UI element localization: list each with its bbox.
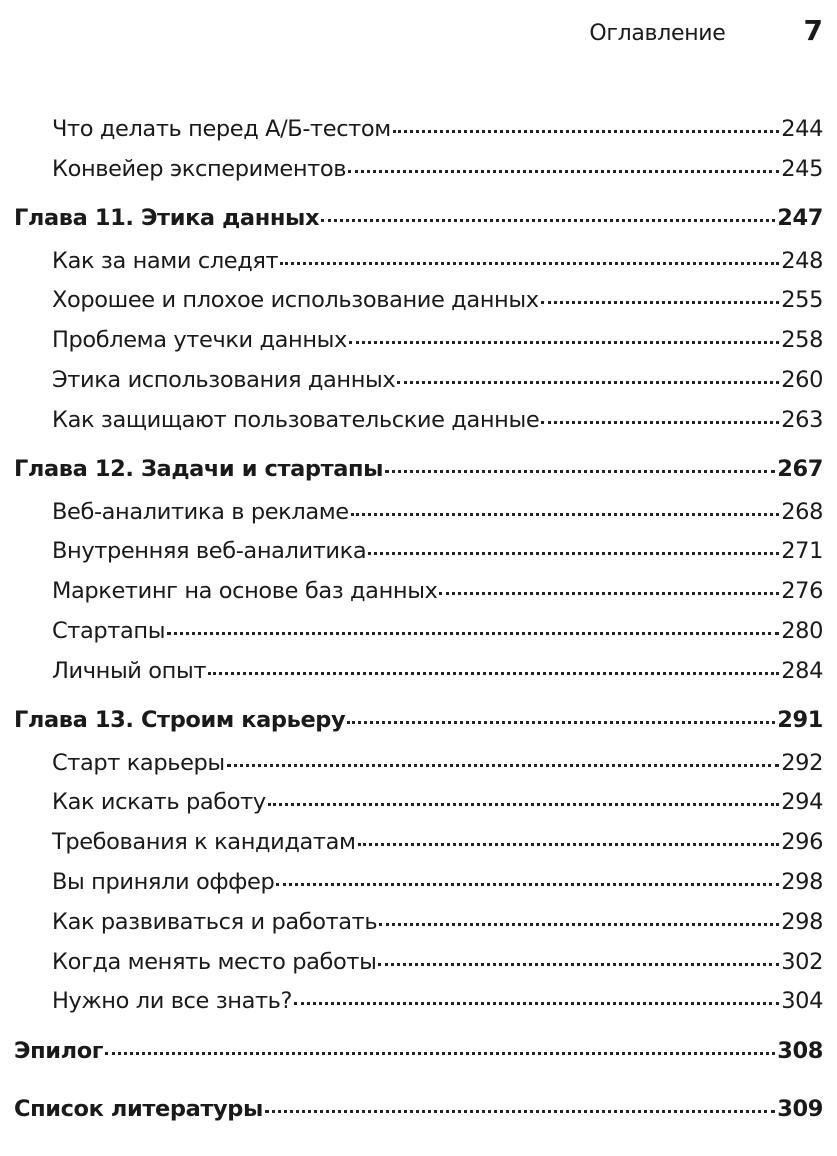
toc-section-entry (14, 242, 823, 282)
dot-leader (351, 513, 780, 516)
toc-standalone-entry (14, 1022, 823, 1080)
toc-entry-title: Требования к кандидатам (52, 829, 356, 856)
toc-entry-title: Внутренняя веб-аналитика (52, 538, 367, 565)
toc-entry-page: 255 (781, 287, 823, 314)
toc-section-entry (14, 110, 823, 150)
toc-entry-page: 276 (781, 578, 823, 605)
toc-entry-title: Когда менять место работы (52, 948, 377, 975)
toc-chapter-entry (14, 445, 823, 493)
toc-entry-title: Старт карьеры (52, 749, 225, 776)
toc-section-entry (14, 783, 823, 823)
toc-standalone-entry (14, 1080, 823, 1138)
dot-leader (265, 1110, 775, 1113)
dot-leader (541, 301, 780, 304)
toc-entry-page: 309 (777, 1096, 823, 1123)
dot-leader (378, 963, 779, 966)
toc-entry-page: 298 (781, 868, 823, 895)
toc-entry-page: 271 (781, 538, 823, 565)
toc-entry-title: Глава 12. Задачи и стартапы (14, 455, 384, 482)
toc-section-entry (14, 150, 823, 190)
toc-chapter-entry (14, 696, 823, 744)
toc-section-entry (14, 493, 823, 533)
toc-entry-page: 244 (781, 116, 823, 142)
toc-entry-page: 291 (777, 706, 823, 733)
toc-entry-page: 248 (781, 247, 823, 274)
toc-entry-page: 280 (781, 617, 823, 644)
toc-entry-page: 298 (781, 908, 823, 935)
dot-leader (393, 130, 779, 133)
toc-section-entry (14, 572, 823, 612)
toc-section-entry (14, 532, 823, 572)
dot-leader (208, 672, 779, 675)
toc-entry-title: Личный опыт (52, 657, 207, 684)
toc-section-entry (14, 943, 823, 983)
toc-entry-page: 284 (781, 657, 823, 684)
dot-leader (348, 170, 779, 173)
toc-entry-page: 263 (781, 406, 823, 433)
toc-entry-title: Стартапы (52, 617, 166, 644)
dot-leader (280, 262, 779, 265)
page-number: 7 (803, 14, 823, 47)
toc-entry-page: 296 (781, 829, 823, 856)
toc-entry-title: Как за нами следят (52, 247, 279, 274)
toc-entry-title: Этика использования данных (52, 366, 396, 393)
dot-leader (379, 923, 779, 926)
dot-leader (268, 803, 780, 806)
dot-leader (385, 470, 775, 473)
dot-leader (105, 1052, 775, 1055)
toc-entry-title: Как искать работу (52, 789, 266, 816)
dot-leader (368, 552, 779, 555)
dot-leader (397, 381, 779, 384)
toc-entry-title: Список литературы (14, 1096, 263, 1123)
dot-leader (167, 632, 779, 635)
toc-entry-title: Глава 13. Строим карьеру (14, 706, 346, 733)
toc-entry-title: Как развиваться и работать (52, 908, 378, 935)
toc-section-entry (14, 401, 823, 441)
toc-section-entry (14, 321, 823, 361)
toc-section-entry (14, 612, 823, 652)
dot-leader (276, 883, 779, 886)
running-header-title: Оглавление (589, 21, 726, 46)
toc-entry-page: 292 (781, 749, 823, 776)
dot-leader (541, 421, 779, 424)
dot-leader (227, 764, 779, 767)
toc-entry-title: Хорошее и плохое использование данных (52, 287, 539, 314)
toc-entry-page: 245 (781, 155, 823, 182)
dot-leader (439, 592, 779, 595)
toc-section-entry (14, 982, 823, 1022)
toc-entry-title: Нужно ли все знать? (52, 988, 293, 1015)
toc-entry-title: Веб-аналитика в рекламе (52, 498, 349, 525)
toc-entry-title: Что делать перед А/Б-тестом (52, 116, 391, 142)
toc-entry-page: 267 (777, 455, 823, 482)
toc-entry-page: 304 (781, 988, 823, 1015)
table-of-contents (14, 110, 823, 1138)
toc-section-entry (14, 903, 823, 943)
toc-entry-page: 308 (777, 1038, 823, 1065)
dot-leader (358, 843, 780, 846)
toc-chapter-entry (14, 194, 823, 242)
dot-leader (347, 721, 775, 724)
toc-entry-page: 302 (781, 948, 823, 975)
toc-section-entry (14, 744, 823, 784)
toc-section-entry (14, 281, 823, 321)
toc-section-entry (14, 863, 823, 903)
toc-entry-title: Вы приняли оффер (52, 868, 275, 895)
toc-entry-page: 294 (781, 789, 823, 816)
toc-section-entry (14, 361, 823, 401)
toc-entry-title: Эпилог (14, 1038, 104, 1065)
toc-entry-page: 247 (777, 204, 823, 231)
dot-leader (294, 1002, 779, 1005)
dot-leader (321, 219, 775, 222)
toc-entry-page: 258 (781, 327, 823, 354)
toc-entry-title: Маркетинг на основе баз данных (52, 578, 438, 605)
toc-entry-page: 260 (781, 366, 823, 393)
toc-entry-title: Глава 11. Этика данных (14, 204, 320, 231)
toc-entry-title: Конвейер экспериментов (52, 155, 347, 182)
toc-entry-page: 268 (781, 498, 823, 525)
running-header (589, 14, 823, 46)
toc-entry-title: Как защищают пользовательские данные (52, 406, 540, 433)
toc-entry-title: Проблема утечки данных (52, 327, 347, 354)
dot-leader (349, 341, 779, 344)
toc-section-entry (14, 652, 823, 692)
toc-section-entry (14, 823, 823, 863)
